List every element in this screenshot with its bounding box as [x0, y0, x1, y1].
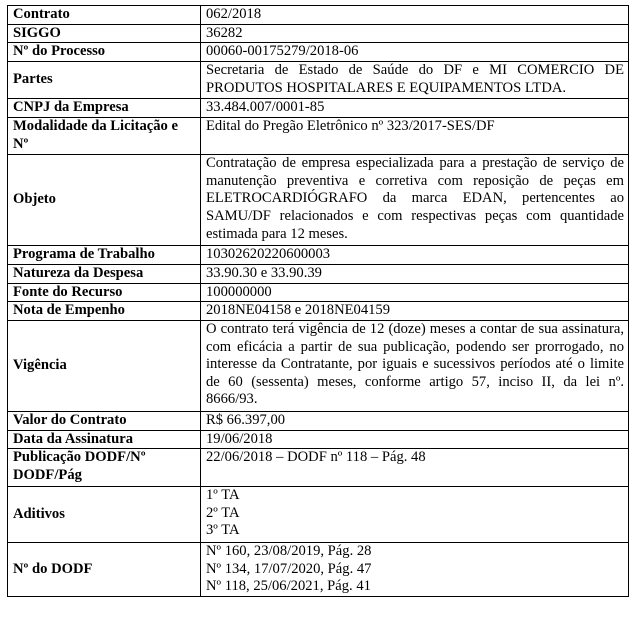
- row-partes: [8, 62, 629, 99]
- label-cnpj: CNPJ da Empresa: [8, 99, 201, 118]
- label-assinatura: Data da Assinatura: [8, 430, 201, 449]
- aditivo-item: 1º TA: [206, 487, 240, 504]
- row-contrato: [8, 6, 629, 25]
- row-objeto: [8, 155, 629, 246]
- row-aditivos: [8, 487, 629, 543]
- row-processo: [8, 43, 629, 62]
- label-natureza: Natureza da Despesa: [8, 264, 201, 283]
- row-valor: [8, 411, 629, 430]
- value-cnpj: 33.484.007/0001-85: [201, 99, 629, 118]
- value-assinatura: 19/06/2018: [201, 430, 629, 449]
- value-modalidade: Edital do Pregão Eletrônico nº 323/2017-SES/DF: [201, 118, 629, 155]
- value-valor: R$ 66.397,00: [201, 411, 629, 430]
- label-fonte: Fonte do Recurso: [8, 283, 201, 302]
- row-programa: [8, 246, 629, 265]
- value-publicacao: 22/06/2018 – DODF nº 118 – Pág. 48: [201, 449, 629, 487]
- label-dodf: Nº do DODF: [8, 543, 201, 597]
- row-cnpj: [8, 99, 629, 118]
- label-processo: Nº do Processo: [8, 43, 201, 62]
- dodf-item: Nº 134, 17/07/2020, Pág. 47: [206, 560, 372, 577]
- row-fonte: [8, 283, 629, 302]
- label-siggo: SIGGO: [8, 24, 201, 43]
- label-publicacao: Publicação DODF/Nº DODF/Pág: [8, 449, 201, 487]
- label-objeto: Objeto: [8, 155, 201, 246]
- label-empenho: Nota de Empenho: [8, 302, 201, 321]
- dodf-item: Nº 118, 25/06/2021, Pág. 41: [206, 578, 371, 595]
- label-partes: Partes: [8, 62, 201, 99]
- label-programa: Programa de Trabalho: [8, 246, 201, 265]
- row-assinatura: [8, 430, 629, 449]
- aditivo-item: 2º TA: [206, 504, 240, 521]
- row-empenho: [8, 302, 629, 321]
- value-empenho: 2018NE04158 e 2018NE04159: [201, 302, 629, 321]
- row-dodf: [8, 543, 629, 597]
- label-valor: Valor do Contrato: [8, 411, 201, 430]
- value-contrato: 062/2018: [201, 6, 629, 25]
- aditivo-item: 3º TA: [206, 522, 240, 539]
- label-contrato: Contrato: [8, 6, 201, 25]
- row-natureza: [8, 264, 629, 283]
- value-fonte: 100000000: [201, 283, 629, 302]
- value-dodf: [201, 543, 629, 597]
- value-siggo: 36282: [201, 24, 629, 43]
- value-objeto: Contratação de empresa especializada para a prestação de serviço de manutenção preventiva e corretiva com reposição de peças em ELETROCARDIÓGRAFO da marca EDAN, pertencentes ao SAMU/DF relacionados e com respectivas peças com quantidade estimada para 12 meses.: [201, 155, 629, 246]
- contract-table: [7, 5, 629, 597]
- row-publicacao: [8, 449, 629, 487]
- row-vigencia: [8, 320, 629, 411]
- value-vigencia: O contrato terá vigência de 12 (doze) meses a contar de sua assinatura, com eficácia a partir de sua publicação, podendo ser prorrogado, no interesse da Contratante, por iguais e sucessivos períodos até o limite de 60 (sessenta) meses, conforme artigo 57, inciso II, da lei nº. 8666/93.: [201, 320, 629, 411]
- value-aditivos: [201, 487, 629, 543]
- value-partes: Secretaria de Estado de Saúde do DF e MI COMERCIO DE PRODUTOS HOSPITALARES E EQUIPAMENTOS LTDA.: [201, 62, 629, 99]
- value-processo: 00060-00175279/2018-06: [201, 43, 629, 62]
- label-modalidade: Modalidade da Licitação e Nº: [8, 118, 201, 155]
- row-siggo: [8, 24, 629, 43]
- label-aditivos: Aditivos: [8, 487, 201, 543]
- row-modalidade: [8, 118, 629, 155]
- label-vigencia: Vigência: [8, 320, 201, 411]
- value-natureza: 33.90.30 e 33.90.39: [201, 264, 629, 283]
- value-programa: 10302620220600003: [201, 246, 629, 265]
- dodf-item: Nº 160, 23/08/2019, Pág. 28: [206, 543, 372, 560]
